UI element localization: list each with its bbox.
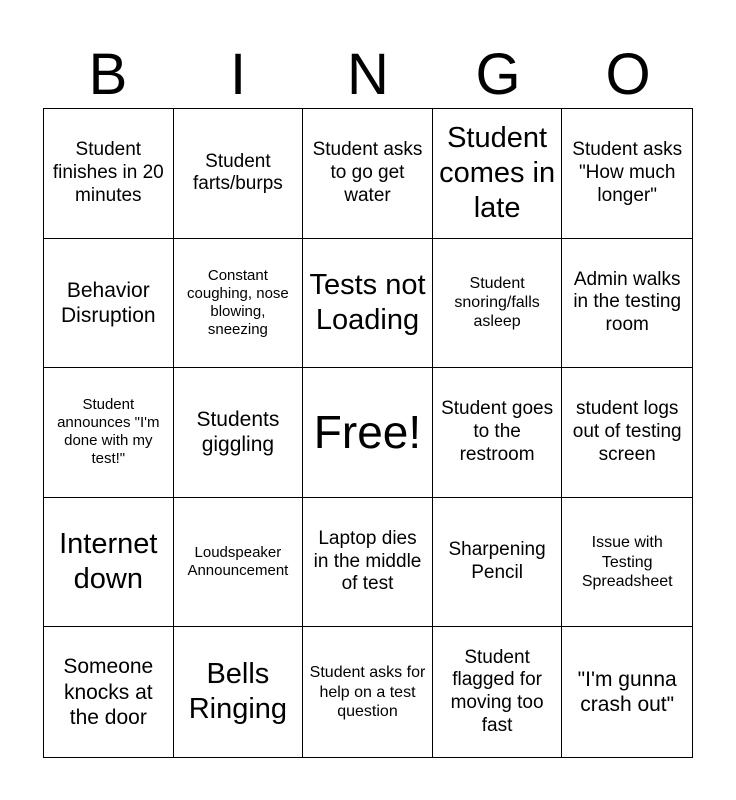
bingo-cell-r1c3[interactable]: Student asks to go get water — [303, 109, 433, 239]
bingo-cell-r2c4[interactable]: Student snoring/falls asleep — [433, 239, 563, 369]
free-space-cell[interactable]: Free! — [303, 368, 433, 498]
bingo-cell-r5c4[interactable]: Student flagged for moving too fast — [433, 627, 563, 757]
bingo-cell-r4c2[interactable]: Loudspeaker Announcement — [174, 498, 304, 628]
bingo-cell-r2c5[interactable]: Admin walks in the testing room — [562, 239, 692, 369]
bingo-cell-r5c5[interactable]: "I'm gunna crash out" — [577, 668, 677, 717]
bingo-cell-r3c4[interactable]: Student goes to the restroom — [433, 368, 563, 498]
bingo-cell-r4c1[interactable]: Internet down — [44, 498, 174, 628]
bingo-cell-r1c5[interactable]: Student asks "How much longer" — [562, 109, 692, 239]
bingo-cell-r1c4[interactable]: Student comes in late — [433, 109, 563, 239]
bingo-cell-r4c4[interactable]: Sharpening Pencil — [433, 498, 563, 628]
bingo-cell-r1c2[interactable]: Student farts/burps — [174, 109, 304, 239]
bingo-cell-r3c5[interactable]: student logs out of testing screen — [562, 368, 692, 498]
bingo-board — [43, 108, 693, 758]
header-letter-i: I — [229, 42, 247, 107]
bingo-cell-r2c2[interactable]: Constant coughing, nose blowing, sneezing — [174, 239, 304, 369]
bingo-cell-r3c1[interactable]: Student announces "I'm done with my test!" — [44, 368, 174, 498]
header-letter-o: O — [605, 42, 651, 107]
bingo-cell-r4c3[interactable]: Laptop dies in the middle of test — [303, 498, 433, 628]
bingo-cell-r3c2[interactable]: Students giggling — [174, 368, 304, 498]
bingo-cell-r2c1[interactable]: Behavior Disruption — [44, 239, 174, 369]
header-letter-b: B — [88, 42, 128, 107]
bingo-cell-r5c1[interactable]: Someone knocks at the door — [44, 627, 174, 757]
bingo-cell-r5c3[interactable]: Student asks for help on a test question — [303, 627, 433, 757]
bingo-cell-r4c5[interactable]: Issue with Testing Spreadsheet — [562, 498, 692, 628]
bingo-cell-r2c3[interactable]: Tests not Loading — [303, 239, 433, 369]
header-letter-n: N — [347, 42, 389, 107]
bingo-cell-r5c2[interactable]: Bells Ringing — [174, 627, 304, 757]
bingo-header — [43, 42, 693, 108]
header-letter-g: G — [475, 42, 521, 107]
bingo-cell-r1c1[interactable]: Student finishes in 20 minutes — [44, 109, 174, 239]
